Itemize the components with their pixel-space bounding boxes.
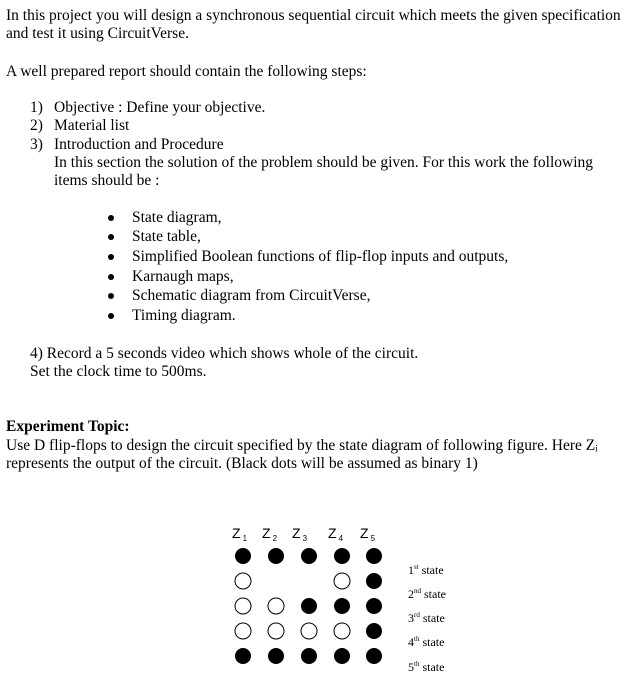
- empty-dot: [301, 623, 317, 639]
- experiment-title: Experiment Topic:: [6, 418, 130, 435]
- filled-dot: [334, 598, 350, 614]
- step-number: 2): [30, 117, 43, 134]
- z-label: Z $_2$: [262, 525, 278, 543]
- step4-line-1: 4) Record a 5 seconds video which shows whole of the circuit.: [30, 345, 419, 362]
- state-label-4: 4th state: [408, 635, 445, 649]
- experiment-line-1: Use D flip-flops to design the circuit specified by the state diagram of following figure. Here Zᵢ: [6, 437, 598, 454]
- z-label: Z $_5$: [360, 525, 376, 543]
- intro-line-2: and test it using CircuitVerse.: [6, 25, 189, 42]
- filled-dot: [366, 548, 382, 564]
- empty-dot: [235, 598, 251, 614]
- filled-dot: [334, 548, 350, 564]
- z-label: Z $_3$: [292, 525, 308, 543]
- item-text: State table,: [132, 228, 201, 246]
- empty-dot: [268, 623, 284, 639]
- intro-line-1: In this project you will design a synchronous sequential circuit which meets the given specification: [6, 7, 621, 24]
- filled-dot: [334, 648, 350, 664]
- state-label-2: 2nd state: [408, 587, 446, 601]
- item-text: Karnaugh maps,: [132, 267, 234, 285]
- filled-dot: [268, 548, 284, 564]
- empty-dot: [334, 573, 350, 589]
- filled-dot: [301, 548, 317, 564]
- state-label-5: 5th state: [408, 660, 445, 674]
- step4-line-2: Set the clock time to 500ms.: [30, 363, 207, 380]
- empty-dot: [235, 573, 251, 589]
- filled-dot: [235, 548, 251, 564]
- empty-dot: [235, 623, 251, 639]
- state-label-3: 3rd state: [408, 611, 445, 625]
- filled-dot: [366, 573, 382, 589]
- step-number: 3): [30, 136, 43, 153]
- step-text: Material list: [54, 117, 130, 134]
- item-text: State diagram,: [132, 208, 222, 226]
- empty-dot: [268, 598, 284, 614]
- filled-dot: [235, 648, 251, 664]
- item-text: Simplified Boolean functions of flip-flop inputs and outputs,: [132, 247, 509, 265]
- step3-desc-line-1: In this section the solution of the problem should be given. For this work the following: [54, 154, 593, 171]
- item-text: Schematic diagram from CircuitVerse,: [132, 287, 371, 305]
- z-label: Z $_1$: [232, 525, 248, 543]
- step-number: 1): [30, 99, 43, 116]
- filled-dot: [301, 598, 317, 614]
- experiment-line-2: represents the output of the circuit. (Black dots will be assumed as binary 1): [6, 455, 478, 472]
- report-intro: A well prepared report should contain the following steps:: [6, 63, 367, 80]
- step-text: Objective : Define your objective.: [54, 99, 266, 116]
- item-text: Timing diagram.: [132, 306, 236, 324]
- filled-dot: [366, 598, 382, 614]
- filled-dot: [301, 648, 317, 664]
- step-text: Introduction and Procedure: [54, 136, 224, 153]
- filled-dot: [366, 648, 382, 664]
- state-label-1: 1st state: [408, 563, 444, 577]
- filled-dot: [268, 648, 284, 664]
- filled-dot: [366, 623, 382, 639]
- empty-dot: [334, 623, 350, 639]
- step3-desc-line-2: items should be :: [54, 172, 160, 189]
- z-label: Z $_4$: [328, 525, 344, 543]
